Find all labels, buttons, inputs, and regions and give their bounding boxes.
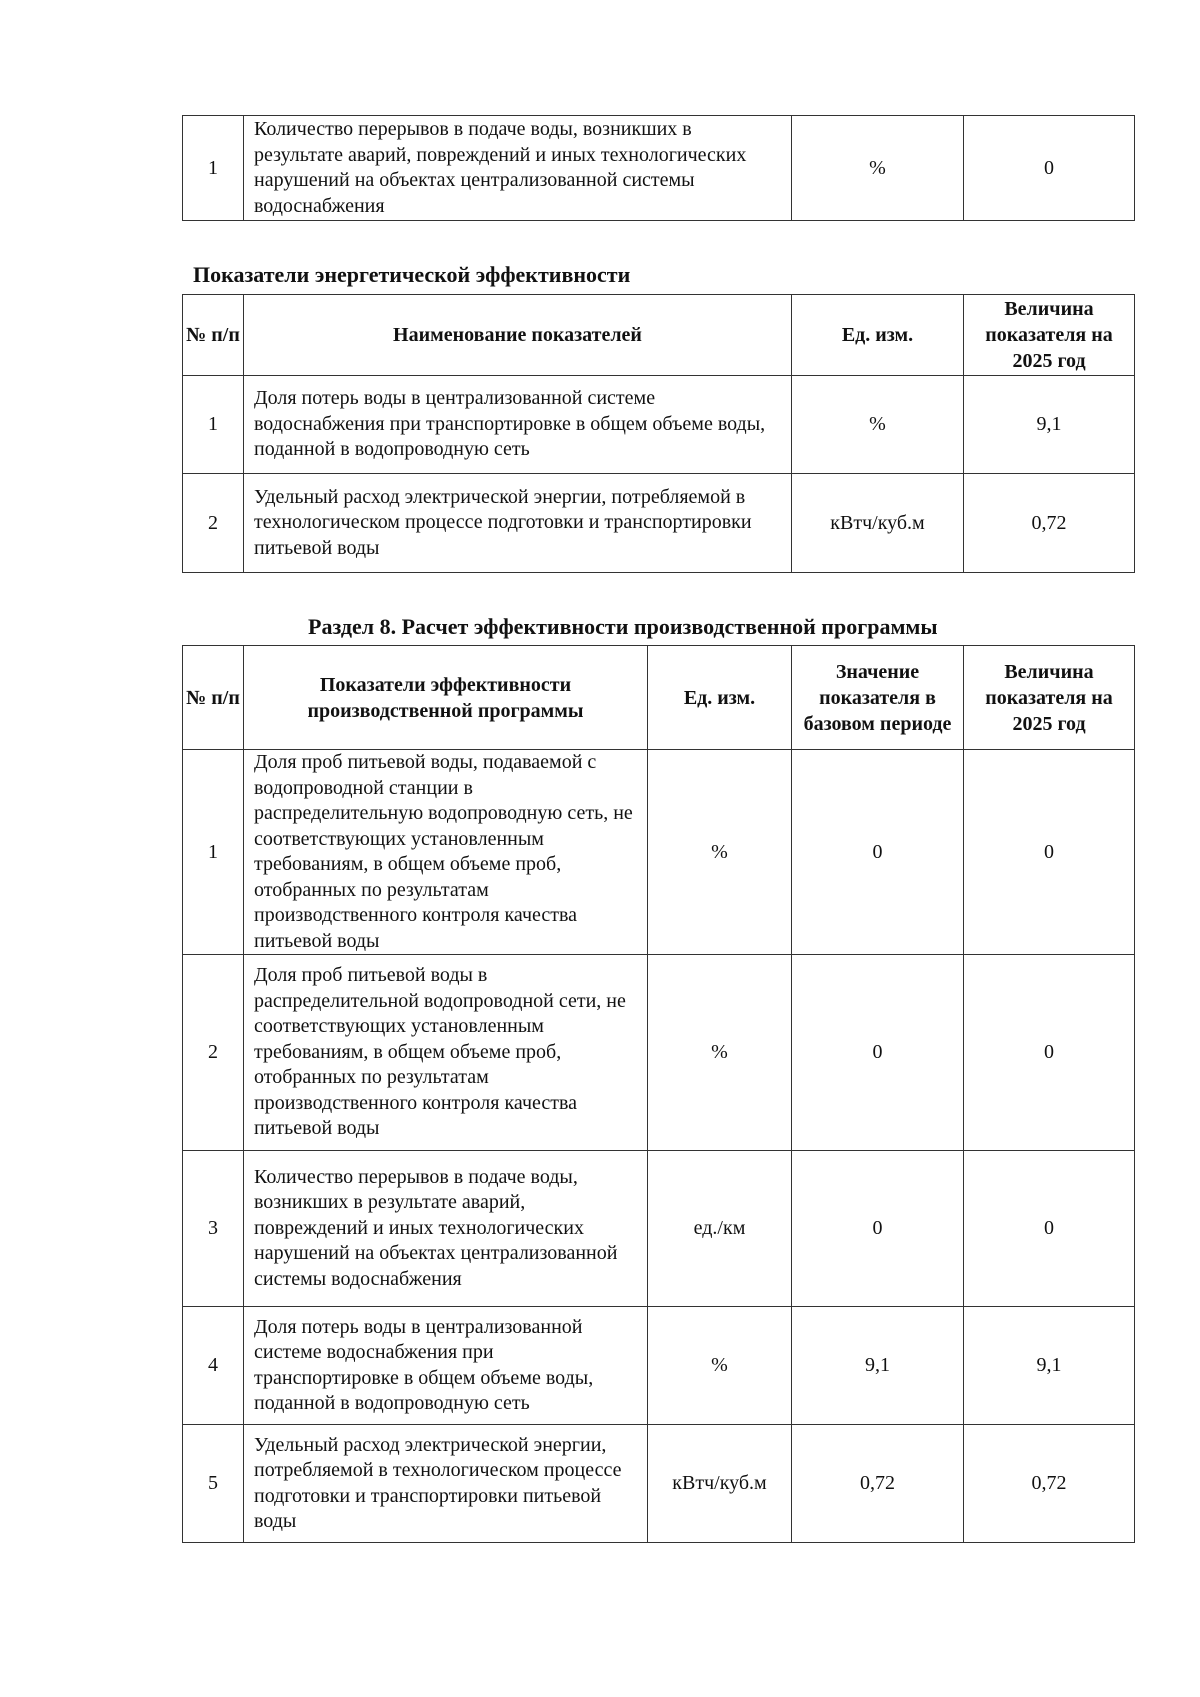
energy-section-title: Показатели энергетической эффективности xyxy=(193,262,631,287)
value-cell: 0 xyxy=(964,955,1135,1151)
table-row xyxy=(183,116,1135,221)
indicator-name: Доля проб питьевой воды, подаваемой с водопроводной станции в распределительную водопроводную сеть, не соответствующих установленным требованиям, в общем объеме проб, отобранных по результатам производственного контроля качества питьевой воды xyxy=(244,750,648,955)
table-row xyxy=(183,376,1135,474)
energy-efficiency-table xyxy=(182,294,1135,573)
row-number: 5 xyxy=(183,1425,244,1543)
header-number: № п/п xyxy=(183,646,244,750)
header-name: Показатели эффективности производственной программы xyxy=(244,646,648,750)
unit-cell: % xyxy=(648,955,792,1151)
indicator-name: Доля потерь воды в централизованной системе водоснабжения при транспортировке в общем объеме воды, поданной в водопроводную сеть xyxy=(244,1307,648,1425)
base-value-cell: 9,1 xyxy=(792,1307,964,1425)
table-row xyxy=(183,750,1135,955)
row-number: 2 xyxy=(183,955,244,1151)
row-number: 4 xyxy=(183,1307,244,1425)
header-number: № п/п xyxy=(183,295,244,376)
base-value-cell: 0 xyxy=(792,1151,964,1307)
unit-cell: % xyxy=(648,750,792,955)
row-number: 3 xyxy=(183,1151,244,1307)
table-header-row xyxy=(183,295,1135,376)
base-value-cell: 0,72 xyxy=(792,1425,964,1543)
table-header-row xyxy=(183,646,1135,750)
indicator-name: Удельный расход электрической энергии, потребляемой в технологическом процессе подготовки и транспортировки питьевой воды xyxy=(244,474,792,573)
base-value-cell: 0 xyxy=(792,955,964,1151)
unit-cell: кВтч/куб.м xyxy=(792,474,964,573)
base-value-cell: 0 xyxy=(792,750,964,955)
value-cell: 9,1 xyxy=(964,1307,1135,1425)
unit-cell: ед./км xyxy=(648,1151,792,1307)
value-cell: 0 xyxy=(964,750,1135,955)
row-number: 1 xyxy=(183,750,244,955)
indicator-name: Количество перерывов в подаче воды, возникших в результате аварий, повреждений и иных технологических нарушений на объектах централизованной системы водоснабжения xyxy=(244,1151,648,1307)
table-row xyxy=(183,474,1135,573)
row-number: 1 xyxy=(183,376,244,474)
indicator-name: Доля потерь воды в централизованной системе водоснабжения при транспортировке в общем объеме воды, поданной в водопроводную сеть xyxy=(244,376,792,474)
value-cell: 0,72 xyxy=(964,474,1135,573)
indicator-name: Доля проб питьевой воды в распределительной водопроводной сети, не соответствующих установленным требованиям, в общем объеме проб, отобранных по результатам производственного контроля качества питьевой воды xyxy=(244,955,648,1151)
header-value: Величина показателя на 2025 год xyxy=(964,295,1135,376)
unit-cell: % xyxy=(792,116,964,221)
header-base: Значение показателя в базовом периоде xyxy=(792,646,964,750)
header-value: Величина показателя на 2025 год xyxy=(964,646,1135,750)
row-number: 1 xyxy=(183,116,244,221)
table-row xyxy=(183,1425,1135,1543)
indicator-name: Удельный расход электрической энергии, потребляемой в технологическом процессе подготовки и транспортировки питьевой воды xyxy=(244,1425,648,1543)
header-unit: Ед. изм. xyxy=(648,646,792,750)
table-row xyxy=(183,955,1135,1151)
top-indicator-table xyxy=(182,115,1135,221)
header-name: Наименование показателей xyxy=(244,295,792,376)
value-cell: 9,1 xyxy=(964,376,1135,474)
row-number: 2 xyxy=(183,474,244,573)
value-cell: 0 xyxy=(964,1151,1135,1307)
indicator-name: Количество перерывов в подаче воды, возникших в результате аварий, повреждений и иных технологических нарушений на объектах централизованной системы водоснабжения xyxy=(244,116,792,221)
value-cell: 0 xyxy=(964,116,1135,221)
table-row xyxy=(183,1307,1135,1425)
table-row xyxy=(183,1151,1135,1307)
header-unit: Ед. изм. xyxy=(792,295,964,376)
value-cell: 0,72 xyxy=(964,1425,1135,1543)
section8-title: Раздел 8. Расчет эффективности производственной программы xyxy=(308,614,938,639)
section8-table xyxy=(182,645,1135,1543)
unit-cell: % xyxy=(792,376,964,474)
unit-cell: % xyxy=(648,1307,792,1425)
unit-cell: кВтч/куб.м xyxy=(648,1425,792,1543)
